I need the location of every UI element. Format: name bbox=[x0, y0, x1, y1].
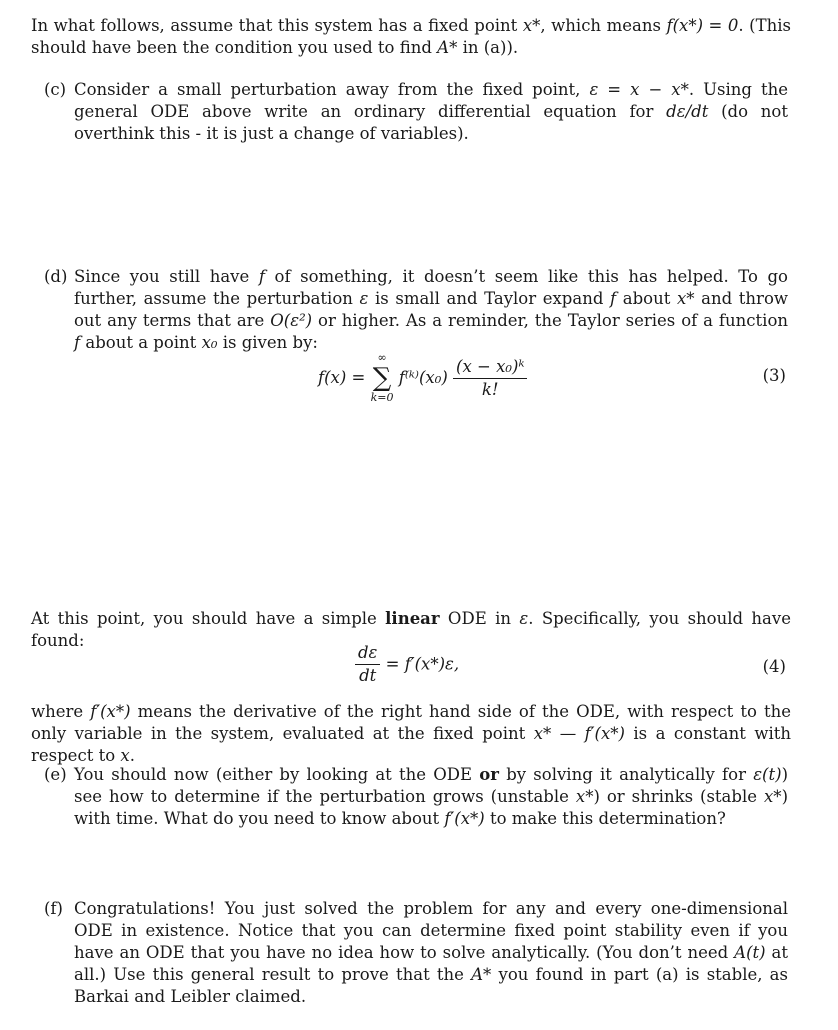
part-f-text bbox=[74, 898, 788, 1008]
part-c bbox=[44, 79, 788, 145]
part-e-bold-or: or bbox=[479, 765, 499, 784]
intro-paragraph bbox=[31, 15, 791, 59]
where-paragraph bbox=[31, 701, 791, 767]
where-text-a: where bbox=[31, 702, 91, 721]
part-d-f3: f bbox=[74, 333, 81, 352]
part-d-text-f: or higher. As a reminder, the Taylor series of a function bbox=[312, 311, 789, 330]
part-d-f: f bbox=[258, 267, 265, 286]
where-fprime2: f′(x*) bbox=[584, 724, 625, 743]
eq4-numerator: dε bbox=[355, 642, 380, 665]
eq4-rhs: = f′(x*)ε, bbox=[385, 654, 460, 674]
part-f bbox=[44, 898, 788, 1008]
equation-4 bbox=[0, 642, 838, 692]
part-c-text bbox=[74, 79, 788, 145]
mid-text-a: At this point, you should have a simple bbox=[31, 609, 386, 628]
intro-text: , which means bbox=[540, 16, 667, 35]
sum-upper-limit: ∞ bbox=[377, 351, 387, 364]
eq3-denominator: k! bbox=[481, 379, 499, 399]
part-c-eps-definition: ε = x − x* bbox=[589, 80, 689, 99]
part-d bbox=[44, 266, 788, 354]
eq4-fraction bbox=[355, 642, 380, 687]
part-f-text-b: at all.) Use this general result to prove that the bbox=[74, 943, 788, 984]
mid-text-b: ODE in bbox=[439, 609, 520, 628]
intro-text: in (a)). bbox=[457, 38, 519, 57]
part-c-text-c: (do not overthink this - it is just a change of variables). bbox=[74, 102, 788, 143]
where-text-e: . bbox=[129, 746, 135, 765]
part-e bbox=[44, 764, 788, 830]
mid-bold-linear: linear bbox=[385, 609, 440, 628]
mid-text-c: . Specifically, you should have found: bbox=[31, 609, 791, 650]
part-e-text-f: to make this determination? bbox=[484, 809, 726, 828]
part-f-label: (f) bbox=[44, 899, 63, 918]
eq3-numerator: (x − x₀)ᵏ bbox=[453, 356, 527, 379]
part-d-text-c: is small and Taylor expand bbox=[368, 289, 611, 308]
where-x-star: x* bbox=[533, 724, 552, 743]
sum-lower-limit: k=0 bbox=[370, 391, 394, 404]
part-d-x0: x₀ bbox=[201, 333, 218, 352]
intro-text: In what follows, assume that this system has a fixed point bbox=[31, 16, 523, 35]
summation bbox=[371, 351, 394, 405]
part-f-text-c: you found in part (a) is stable, as Barkai and Leibler claimed. bbox=[74, 965, 788, 1006]
part-c-derivative: dε/dt bbox=[666, 102, 709, 121]
part-f-text-a: Congratulations! You just solved the problem for any and every one-dimensional ODE in existence. Notice that you can determine fixed point stability even if you have an ODE that you have no idea how to solve analytically. (You don’t need bbox=[74, 899, 788, 962]
part-f-a-t: A(t) bbox=[734, 943, 766, 962]
part-f-a-star: A* bbox=[471, 965, 492, 984]
sum-symbol: ∑ bbox=[372, 363, 392, 393]
mid-eps: ε bbox=[519, 609, 529, 628]
part-d-label: (d) bbox=[44, 267, 68, 286]
part-d-f2: f bbox=[610, 289, 617, 308]
eq3-derivative-term: f⁽ᵏ⁾(x₀) bbox=[398, 368, 448, 387]
part-d-eps: ε bbox=[359, 289, 369, 308]
where-fprime: f′(x*) bbox=[90, 702, 131, 721]
part-d-text-a: Since you still have bbox=[74, 267, 259, 286]
part-d-text-b: of something, it doesn’t seem like this has helped. To go further, assume the perturbation bbox=[74, 267, 788, 308]
part-c-text-b: . Using the general ODE above write an ordinary differential equation for bbox=[74, 80, 788, 121]
intro-x-star: x* bbox=[522, 16, 541, 35]
part-e-eps-t: ε(t) bbox=[753, 765, 782, 784]
part-e-text-d: ) or shrinks (stable bbox=[593, 787, 764, 806]
part-e-text-a: You should now (either by looking at the ODE bbox=[74, 765, 480, 784]
part-d-text-e: and throw out any terms that are bbox=[74, 289, 788, 330]
part-d-order: O(ε²) bbox=[270, 311, 313, 330]
part-d-x-star: x* bbox=[676, 289, 695, 308]
eq3-fraction bbox=[453, 356, 527, 401]
eq3-lhs: f(x) = bbox=[318, 368, 366, 387]
part-c-text-a: Consider a small perturbation away from the fixed point, bbox=[74, 80, 590, 99]
where-text-b: means the derivative of the right hand side of the ODE, with respect to the only variable in the system, evaluated at the fixed point bbox=[31, 702, 791, 743]
taylor-series-formula bbox=[318, 351, 527, 405]
where-x: x bbox=[120, 746, 130, 765]
part-e-text-c: ) see how to determine if the perturbation grows (unstable bbox=[74, 765, 788, 806]
part-e-fprime: f′(x*) bbox=[444, 809, 485, 828]
intro-a-star: A* bbox=[437, 38, 458, 57]
part-d-text-h: is given by: bbox=[217, 333, 318, 352]
part-e-label: (e) bbox=[44, 765, 67, 784]
where-text-d: is a constant with respect to bbox=[31, 724, 791, 765]
part-d-text-g: about a point bbox=[80, 333, 202, 352]
intro-fixed-condition: f(x*) = 0 bbox=[666, 16, 739, 35]
part-e-x-star: x* bbox=[575, 787, 594, 806]
where-text-c: — bbox=[551, 724, 585, 743]
part-e-text bbox=[74, 764, 788, 830]
part-d-text-d: about bbox=[616, 289, 677, 308]
eq4-denominator: dt bbox=[359, 666, 377, 685]
linear-ode-formula bbox=[355, 642, 459, 687]
intro-text: . (This should have been the condition you used to find bbox=[31, 16, 791, 57]
part-e-text-e: ) with time. What do you need to know about bbox=[74, 787, 788, 828]
part-e-text-b: by solving it analytically for bbox=[498, 765, 754, 784]
equation-3 bbox=[0, 347, 838, 407]
equation-number-3: (3) bbox=[762, 366, 786, 385]
part-c-label: (c) bbox=[44, 80, 67, 99]
equation-number-4: (4) bbox=[762, 657, 786, 676]
part-e-x-star2: x* bbox=[764, 787, 782, 806]
part-d-text bbox=[74, 266, 788, 354]
